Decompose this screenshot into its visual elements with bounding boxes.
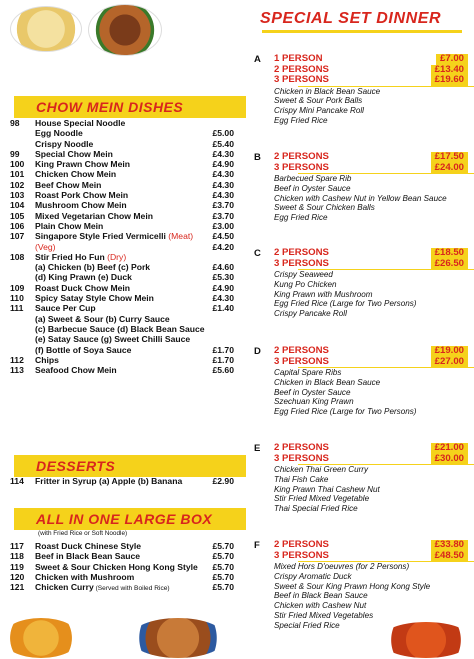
set-dish: Chicken with Cashew Nut xyxy=(274,601,367,611)
menu-row xyxy=(10,324,234,334)
item-number: 111 xyxy=(10,303,24,314)
menu-row xyxy=(10,221,234,231)
set-price: £19.00 xyxy=(431,346,468,357)
item-name: Egg Noodle xyxy=(35,128,83,139)
menu-row xyxy=(10,355,234,365)
item-price: £2.90 xyxy=(212,476,234,486)
set-dish: Crispy Aromatic Duck xyxy=(274,571,352,581)
menu-row xyxy=(10,190,234,200)
item-number: 101 xyxy=(10,169,25,180)
persons-label: 3 PERSONS xyxy=(274,355,329,367)
menu-row xyxy=(10,365,234,375)
menu-row xyxy=(10,541,234,551)
persons-label: 3 PERSONS xyxy=(274,161,329,173)
menu-row xyxy=(10,314,234,324)
set-dish: Barbecued Spare Rib xyxy=(274,174,352,183)
set-dish: Chicken Thai Green Curry xyxy=(274,465,369,474)
menu-row xyxy=(10,139,234,149)
set-dish: Beef in Oyster Sauce xyxy=(274,183,351,193)
item-number: 120 xyxy=(10,571,25,582)
item-name: Crispy Noodle xyxy=(35,138,94,149)
set-dish: Beef in Oyster Sauce xyxy=(274,387,351,397)
item-price: £5.00 xyxy=(212,128,234,139)
item-name: Chicken with Mushroom xyxy=(35,571,135,582)
large-box-note: (with Fried Rice or Soft Noodle) xyxy=(38,530,128,537)
fried-rice-photo xyxy=(10,6,82,52)
set-dish: Egg Fried Rice (Large for Two Persons) xyxy=(274,407,417,417)
item-price: £5.70 xyxy=(212,571,234,582)
persons-label: 2 PERSONS xyxy=(274,345,329,356)
persons-label: 3 PERSONS xyxy=(274,549,329,561)
set-price-row xyxy=(274,454,468,465)
set-price: £18.50 xyxy=(431,248,468,259)
persons-label: 2 PERSONS xyxy=(274,63,329,75)
item-number: 121 xyxy=(10,582,25,593)
item-price: £4.90 xyxy=(212,282,234,293)
spring-roll-photo xyxy=(2,618,80,658)
set-price: £21.00 xyxy=(431,443,468,454)
menu-row xyxy=(10,252,234,262)
item-price: £5.60 xyxy=(212,365,234,376)
menu-row xyxy=(10,128,234,138)
item-number: 104 xyxy=(10,200,25,211)
item-number: 103 xyxy=(10,190,25,201)
menu-row xyxy=(10,562,234,572)
item-name: Seafood Chow Mein xyxy=(35,365,117,376)
item-price: £4.30 xyxy=(212,179,234,190)
persons-label: 2 PERSONS xyxy=(274,442,329,453)
menu-row xyxy=(10,551,234,561)
menu-row xyxy=(10,180,234,190)
set-dish: Stir Fried Mixed Vegetable xyxy=(274,494,370,504)
menu-row xyxy=(10,169,234,179)
set-letter: C xyxy=(254,248,261,259)
item-name: (a) Chicken (b) Beef (c) Pork xyxy=(35,262,151,273)
item-price: £3.70 xyxy=(212,210,234,221)
set-dish: Beef in Black Bean Sauce xyxy=(274,591,368,601)
title-underline xyxy=(262,30,462,33)
menu-row xyxy=(10,476,234,486)
set-dish: Chicken in Black Bean Sauce xyxy=(274,86,381,96)
persons-label: 3 PERSONS xyxy=(274,257,329,269)
set-dish: Capital Spare Ribs xyxy=(274,368,342,377)
set-e xyxy=(250,443,468,514)
set-dish: King Prawn with Mushroom xyxy=(274,289,373,299)
item-number: 114 xyxy=(10,476,24,486)
set-price: £24.00 xyxy=(431,163,468,174)
menu-row xyxy=(10,231,234,241)
item-number: 108 xyxy=(10,251,25,262)
set-dish: Chicken with Cashew Nut in Yellow Bean Sauce xyxy=(274,193,447,203)
set-dish: King Prawn Thai Cashew Nut xyxy=(274,484,380,494)
item-price: £3.00 xyxy=(212,220,234,231)
item-name: Beef in Black Bean Sauce xyxy=(35,551,141,562)
item-price: £1.70 xyxy=(212,344,234,355)
item-price: £1.70 xyxy=(212,354,234,365)
item-price: £4.30 xyxy=(212,148,234,159)
menu-row xyxy=(10,149,234,159)
set-letter: A xyxy=(254,54,261,65)
menu-row xyxy=(10,262,234,272)
item-name: Roast Duck Chinese Style xyxy=(35,541,142,551)
item-variant: (Veg) xyxy=(35,241,56,252)
persons-label: 3 PERSONS xyxy=(274,452,329,464)
item-name: Chicken Chow Mein xyxy=(35,169,117,180)
set-dish: Thai Fish Cake xyxy=(274,474,329,484)
set-dish: Szechuan King Prawn xyxy=(274,397,354,407)
item-price: £4.90 xyxy=(212,159,234,170)
item-name: Roast Pork Chow Mein xyxy=(35,190,129,201)
menu-row xyxy=(10,572,234,582)
item-name: (f) Bottle of Soya Sauce xyxy=(35,344,132,355)
large-box-list xyxy=(10,541,234,592)
set-price: £7.00 xyxy=(436,54,468,65)
chow-mein-heading: CHOW MEIN DISHES xyxy=(14,96,246,118)
set-price: £17.50 xyxy=(431,152,468,163)
item-name: Special Chow Mein xyxy=(35,148,113,159)
item-number: 105 xyxy=(10,210,25,221)
item-number: 100 xyxy=(10,159,25,170)
item-number: 118 xyxy=(10,551,24,562)
item-variant: (Meat) xyxy=(165,231,194,242)
menu-row xyxy=(10,211,234,221)
item-note: (Served with Boiled Rice) xyxy=(93,585,170,593)
item-number: 109 xyxy=(10,282,25,293)
item-price: £5.70 xyxy=(212,551,234,562)
set-letter: E xyxy=(254,443,261,454)
item-price: £5.30 xyxy=(212,272,234,283)
item-number: 98 xyxy=(10,118,20,128)
set-price-row xyxy=(274,75,468,86)
set-f xyxy=(250,540,468,631)
item-name: Fritter in Syrup (a) Apple (b) Banana xyxy=(35,476,183,486)
persons-label: 3 PERSONS xyxy=(274,74,329,85)
item-number: 107 xyxy=(10,231,25,242)
set-dish: Stir Fried Mixed Vegetables xyxy=(274,610,374,620)
item-name: House Special Noodle xyxy=(35,118,126,128)
item-name: Stir Fried Ho Fun (Dry) xyxy=(35,251,127,262)
set-price: £13.40 xyxy=(431,65,468,76)
item-price: £4.50 xyxy=(212,231,234,242)
menu-row xyxy=(10,159,234,169)
item-name: Chicken Curry (Served with Boiled Rice) xyxy=(35,582,170,593)
set-dish: Crispy Seaweed xyxy=(274,270,333,279)
item-name: Mushroom Chow Mein xyxy=(35,200,127,211)
item-name: Chips xyxy=(35,354,59,365)
item-name: Singapore Style Fried Vermicelli (Meat) xyxy=(35,231,194,242)
item-price: £4.60 xyxy=(212,262,234,273)
menu-row xyxy=(10,200,234,210)
menu-row xyxy=(10,582,234,592)
persons-label: 1 PERSON xyxy=(274,53,323,64)
item-number: 112 xyxy=(10,354,24,365)
set-dish: Sweet & Sour King Prawn Hong Kong Style xyxy=(274,581,431,591)
large-box-heading: ALL IN ONE LARGE BOX xyxy=(14,508,246,530)
set-dish: Mixed Hors D'oeuvres (for 2 Persons) xyxy=(274,562,410,571)
set-price: £26.50 xyxy=(431,259,468,270)
item-name: Plain Chow Mein xyxy=(35,220,104,231)
set-letter: F xyxy=(254,540,260,551)
menu-row xyxy=(10,303,234,313)
item-name: Beef Chow Mein xyxy=(35,179,102,190)
set-dish: Thai Special Fried Rice xyxy=(274,504,358,514)
set-dish: Egg Fried Rice xyxy=(274,115,328,125)
menu-row xyxy=(10,293,234,303)
set-letter: D xyxy=(254,346,261,357)
set-dish: Crispy Pancake Roll xyxy=(274,309,347,319)
item-number: 119 xyxy=(10,561,24,572)
item-number: 102 xyxy=(10,179,25,190)
desserts-list xyxy=(10,476,234,486)
set-d xyxy=(250,346,468,417)
set-dish: Chicken in Black Bean Sauce xyxy=(274,377,381,387)
menu-row xyxy=(10,345,234,355)
set-price: £48.50 xyxy=(431,551,468,562)
item-name xyxy=(35,242,56,252)
set-price-row xyxy=(274,357,468,368)
item-name: (a) Sweet & Sour (b) Curry Sauce xyxy=(35,313,170,324)
set-c xyxy=(250,248,468,319)
item-price: £4.30 xyxy=(212,190,234,201)
persons-label: 2 PERSONS xyxy=(274,247,329,258)
set-dish: Egg Fried Rice xyxy=(274,213,328,223)
menu-row xyxy=(10,272,234,282)
item-name: Spicy Satay Style Chow Mein xyxy=(35,293,154,304)
item-price: £4.30 xyxy=(212,169,234,180)
beef-dish-photo xyxy=(88,4,162,56)
set-dish: Sweet & Sour Pork Balls xyxy=(274,96,363,106)
menu-row xyxy=(10,283,234,293)
set-price: £33.80 xyxy=(431,540,468,551)
item-name: (c) Barbecue Sauce (d) Black Bean Sauce xyxy=(35,323,205,334)
item-price: £5.70 xyxy=(212,582,234,593)
item-price: £5.70 xyxy=(212,561,234,572)
menu-row xyxy=(10,334,234,344)
item-price: £1.40 xyxy=(212,303,234,314)
set-price: £19.60 xyxy=(431,75,468,86)
menu-row xyxy=(10,242,234,252)
set-a xyxy=(250,54,468,126)
set-dish: Special Fried Rice xyxy=(274,620,340,630)
set-b xyxy=(250,152,468,223)
set-letter: B xyxy=(254,152,261,163)
item-price: £3.70 xyxy=(212,200,234,211)
item-price: £4.20 xyxy=(212,241,234,252)
set-dish: Sweet & Sour Chicken Balls xyxy=(274,203,375,213)
item-name: Mixed Vegetarian Chow Mein xyxy=(35,210,153,221)
persons-label: 2 PERSONS xyxy=(274,539,329,550)
chow-mein-list xyxy=(10,118,234,375)
menu-row xyxy=(10,118,234,128)
set-price: £30.00 xyxy=(431,454,468,465)
item-number: 110 xyxy=(10,293,24,304)
item-price: £5.70 xyxy=(212,541,234,551)
page-title: SPECIAL SET DINNER xyxy=(260,10,442,27)
item-price: £5.40 xyxy=(212,138,234,149)
set-price-row xyxy=(274,163,468,174)
item-name: Roast Duck Chow Mein xyxy=(35,282,131,293)
item-name: (d) King Prawn (e) Duck xyxy=(35,272,132,283)
set-price: £27.00 xyxy=(431,357,468,368)
item-name: Sauce Per Cup xyxy=(35,303,96,314)
item-price: £4.30 xyxy=(212,293,234,304)
persons-label: 2 PERSONS xyxy=(274,151,329,162)
item-number: 113 xyxy=(10,365,24,376)
desserts-heading: DESSERTS xyxy=(14,455,246,477)
item-number: 99 xyxy=(10,148,20,159)
item-number: 117 xyxy=(10,541,24,551)
item-variant: (Dry) xyxy=(104,251,127,262)
set-price-row xyxy=(274,259,468,270)
noodle-dish-photo xyxy=(130,618,226,658)
set-dish: Crispy Mini Pancake Roll xyxy=(274,106,364,116)
set-price-row xyxy=(274,551,468,562)
item-name: Sweet & Sour Chicken Hong Kong Style xyxy=(35,561,198,572)
item-name: (e) Satay Sauce (g) Sweet Chilli Sauce xyxy=(35,334,191,345)
item-name: King Prawn Chow Mein xyxy=(35,159,131,170)
set-dish: Egg Fried Rice (Large for Two Persons) xyxy=(274,299,417,309)
set-dish: Kung Po Chicken xyxy=(274,279,337,289)
item-number: 106 xyxy=(10,220,25,231)
